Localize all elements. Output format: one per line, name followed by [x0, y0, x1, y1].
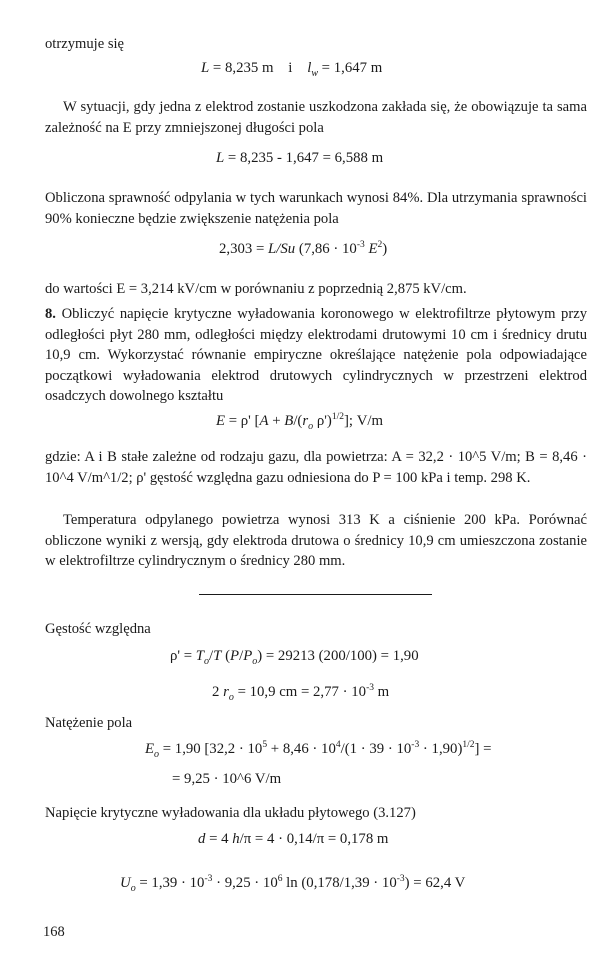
- section-divider: [199, 594, 432, 595]
- equation-field-line1: $E_o = 1,90$ $[32,2 \cdot 10^5 + 8,46 \cdot 10^4/(1 \cdot 39 \cdot 10^{-3} \cdot 1,90)^{1/2}]$ =: [145, 740, 492, 760]
- equation-d: d = 4 h/π = 4 · 0,14/π = 0,178 m: [198, 831, 389, 847]
- equation-field-empirical: E = ρ' [$A + B/(r_o$ ρ')$^{1/2}$]; V/m: [216, 412, 383, 432]
- page-number: 168: [43, 924, 65, 940]
- label-field: Natężenie pola: [45, 715, 133, 731]
- equation-density: $\rho' = T_o/T$ $(P/P_o) = 29213$ (200/100) = 1,90: [170, 648, 419, 667]
- equation-field-efficiency: 2,303 = L/Su ($7,86 \cdot 10^{-3}$ $E^2$): [219, 240, 388, 257]
- problem-8-text: Obliczyć napięcie krytyczne wyładowania koronowego w elektrofiltrze płytowym przy odległości płyt 280 mm, odległości między elektrodami drutowymi 10 cm i średnicy drutu 10,9 cm. Wykorzystać równanie empiryczne określające natężenie pola odpowiadające początkowi wyładowania elektrod drutowych cylindrycznych w przestrzeni elektrod osadczych dowolnego kształtu: [45, 306, 587, 404]
- paragraph-efficiency: Obliczona sprawność odpylania w tych warunkach wynosi 84%. Dla utrzymania sprawności 90% konieczne będzie zwiększenie natężenia pola: [45, 190, 587, 227]
- equation-radius: 2 $r_o = 10,9$ cm = $2,77 \cdot 10^{-3}$ m: [212, 683, 390, 703]
- label-voltage: Napięcie krytyczne wyładowania dla układu płytowego (3.127): [45, 805, 416, 821]
- equation-lengths: L = 8,235 m i $l_w = 1,647$ m: [201, 60, 383, 79]
- equation-field-line2: = 9,25 · 10^6 V/m: [172, 771, 282, 787]
- equation-reduced-length: L = 8,235 - 1,647 = 6,588 m: [216, 150, 384, 166]
- paragraph-damaged-electrode: W sytuacji, gdy jedna z elektrod zostanie uszkodzona zakłada się, że obowiązuje ta sama zależność na E przy zmniejszonej długości pola: [45, 99, 587, 136]
- problem-8: [45, 304, 587, 407]
- equation-voltage: $U_o = 1,39 \cdot 10^{-3} \cdot 9,25 \cdot 10^6$ $\ln (0,178/1,39 \cdot 10^{-3}) = 62,4$ V: [120, 874, 466, 894]
- paragraph-where: gdzie: A i B stałe zależne od rodzaju gazu, dla powietrza: A = 32,2 · 10^5 V/m; B = 8,46 · 10^4 V/m^1/2; ρ' gęstość względna gazu odniesiona do P = 100 kPa i temp. 298 K.: [45, 449, 587, 486]
- label-density: Gęstość względna: [45, 621, 151, 637]
- intro-text: otrzymuje się: [45, 36, 125, 52]
- paragraph-field-value: do wartości E = 3,214 kV/cm w porównaniu z poprzednią 2,875 kV/cm.: [45, 281, 467, 297]
- paragraph-temperature: Temperatura odpylanego powietrza wynosi 313 K a ciśnienie 200 kPa. Porównać obliczone wyniki z wersją, gdy elektroda drutowa o średnicy 10,9 cm umieszczona zostanie w elektrofiltrze cylindrycznym o średnicy 280 mm.: [45, 512, 587, 569]
- problem-number: 8.: [45, 306, 56, 322]
